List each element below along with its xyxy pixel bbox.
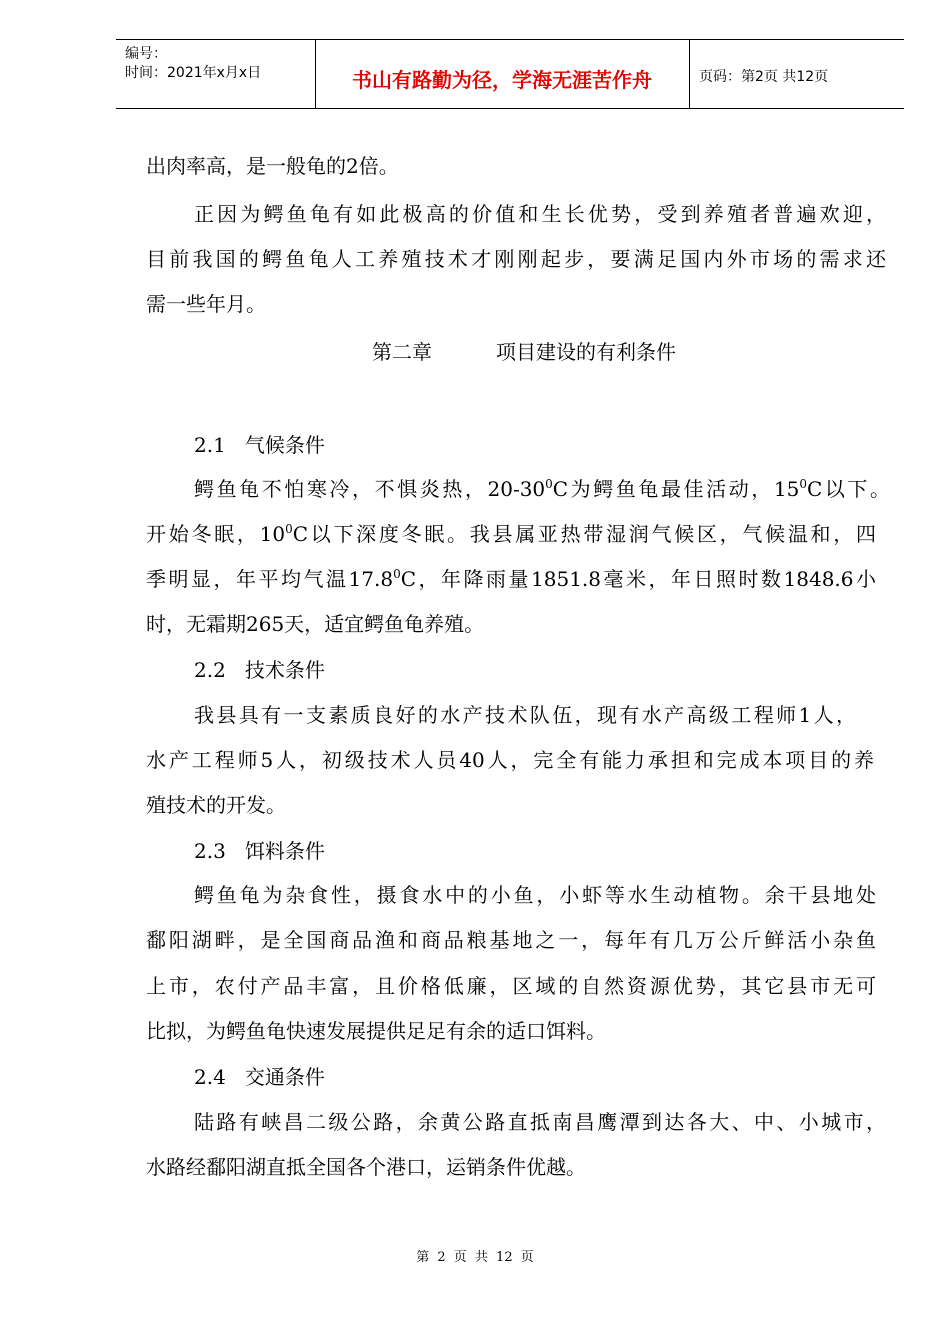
section-heading: 2.3 饵料条件 — [194, 839, 325, 863]
number-label: 编号： — [125, 46, 167, 62]
paragraph-line: 殖技术的开发。 — [146, 793, 286, 817]
paragraph-line: 开始冬眠，$10^0C$以下深度冬眠。我县属亚热带湿润气候区，气候温和，四 — [146, 522, 877, 546]
paragraph-line: 需一些年月。 — [146, 292, 266, 316]
paragraph-line: 陆路有峡昌二级公路，余黄公路直抵南昌鹰潭到达各大、中、小城市， — [194, 1110, 886, 1134]
paragraph-line: 时，无霜期265天，适宜鳄鱼龟养殖。 — [146, 612, 485, 636]
section-heading: 2.1 气候条件 — [194, 433, 325, 457]
paragraph-line: 鳄鱼龟不怕寒冷，不惧炎热，$20-30^0C$为鳄鱼龟最佳活动，$15^0C$以下。 — [194, 477, 890, 501]
paragraph-line: 出肉率高，是一般龟的2倍。 — [146, 154, 399, 178]
section-heading: 2.2 技术条件 — [194, 658, 325, 682]
paragraph-line: 水产工程师5人，初级技术人员40人，完全有能力承担和完成本项目的养 — [146, 748, 874, 772]
chapter-title: 项目建设的有利条件 — [496, 340, 676, 364]
section-heading: 2.4 交通条件 — [194, 1065, 325, 1089]
paragraph-line: 目前我国的鳄鱼龟人工养殖技术才刚刚起步，要满足国内外市场的需求还 — [146, 247, 886, 271]
header-page-label: 页码：第2页 共12页 — [699, 69, 829, 85]
header-motto: 书山有路勤为径，学海无涯苦作舟 — [352, 68, 652, 92]
paragraph-line: 季明显，年平均气温17.8$^0$C，年降雨量1851.8毫米，年日照时数1848.6小 — [146, 567, 877, 591]
paragraph-line: 上市，农付产品丰富，且价格低廉，区域的自然资源优势，其它县市无可 — [146, 974, 876, 998]
header-info-cell — [116, 40, 316, 108]
chapter-heading — [372, 340, 676, 364]
paragraph-line: 正因为鳄鱼龟有如此极高的价值和生长优势，受到养殖者普遍欢迎， — [194, 202, 886, 226]
document-header — [116, 39, 904, 109]
paragraph-line: 水路经鄱阳湖直抵全国各个港口，运销条件优越。 — [146, 1155, 586, 1179]
header-motto-cell — [315, 40, 690, 108]
paragraph-line: 比拟，为鳄鱼龟快速发展提供足足有余的适口饵料。 — [146, 1019, 606, 1043]
time-label: 时间：2021年x月x日 — [125, 65, 262, 81]
header-page-cell — [689, 40, 904, 108]
paragraph-line: 鄱阳湖畔，是全国商品渔和商品粮基地之一，每年有几万公斤鲜活小杂鱼 — [146, 928, 876, 952]
page-footer: 第 2 页 共 12 页 — [416, 1250, 534, 1265]
paragraph-line: 鳄鱼龟为杂食性，摄食水中的小鱼，小虾等水生动植物。余干县地处 — [194, 883, 876, 907]
chapter-number: 第二章 — [372, 340, 432, 364]
paragraph-line: 我县具有一支素质良好的水产技术队伍，现有水产高级工程师1人， — [194, 703, 856, 727]
